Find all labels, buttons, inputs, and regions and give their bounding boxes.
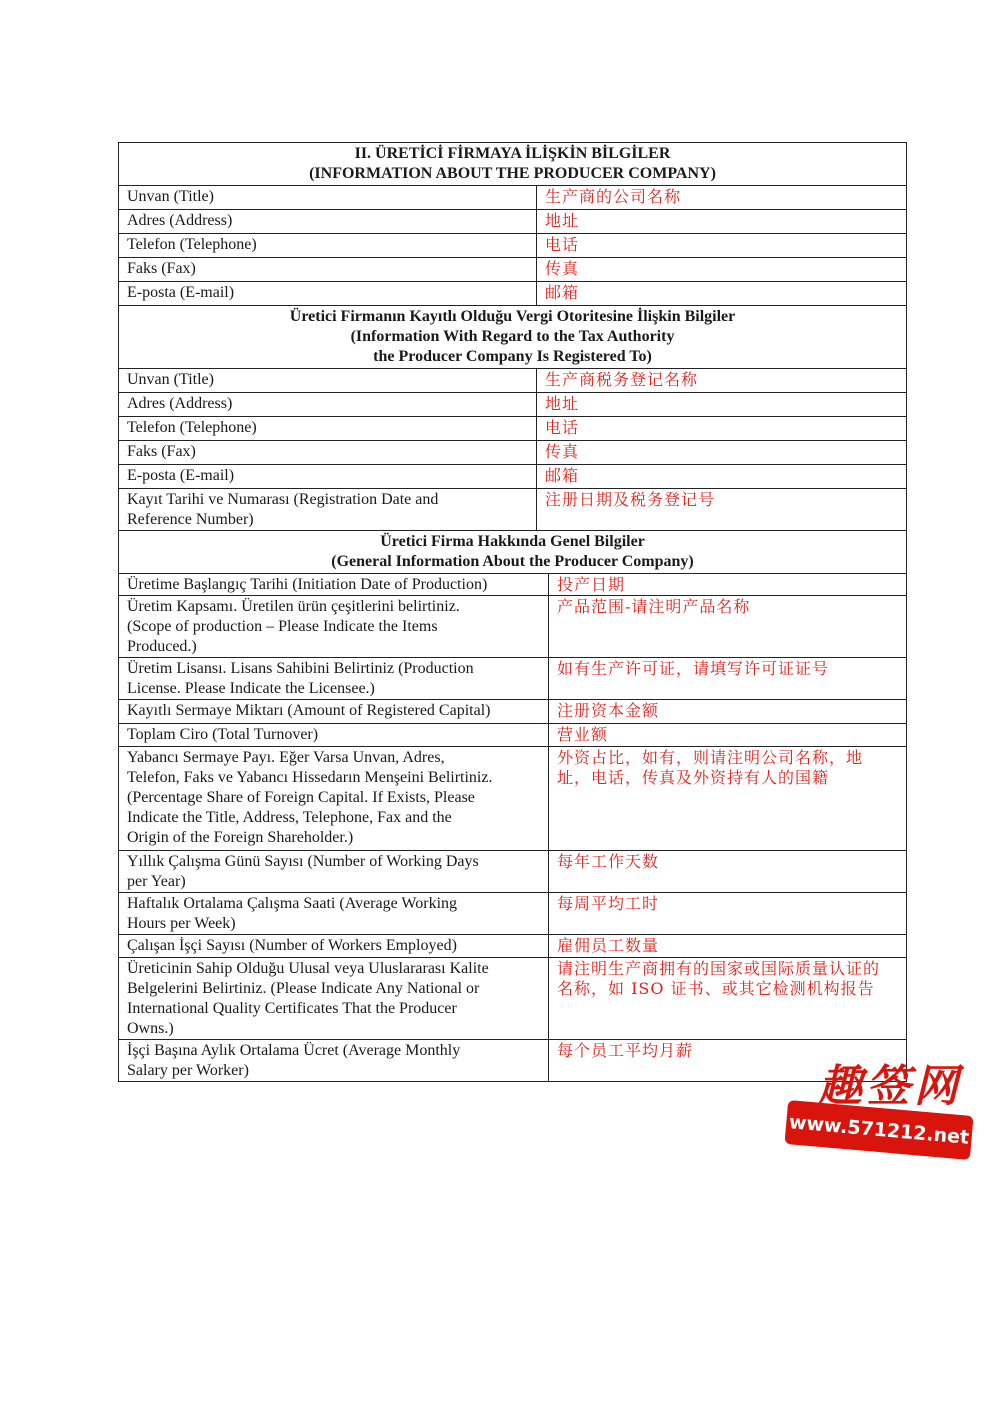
table-row — [119, 258, 907, 282]
field-label-fax: Faks (Fax) — [119, 258, 537, 282]
field-label — [119, 1040, 549, 1082]
field-value — [549, 935, 907, 958]
field-label — [119, 700, 549, 724]
field-label-email: E-posta (E-mail) — [119, 282, 537, 306]
label-line: Yıllık Çalışma Günü Sayısı (Number of Working Days — [127, 853, 479, 870]
watermark-url: www.571212.net — [788, 1111, 970, 1149]
field-label — [119, 574, 549, 596]
field-value-email: 邮箱 — [537, 282, 907, 306]
field-label-title: Unvan (Title) — [119, 186, 537, 210]
field-value-registration: 注册日期及税务登记号 — [537, 489, 907, 531]
field-label — [119, 958, 549, 1040]
label-line: Üretim Kapsamı. Üretilen ürün çeşitlerini belirtiniz. — [127, 598, 460, 615]
value-line: 雇佣员工数量 — [557, 936, 660, 955]
field-value — [549, 596, 907, 658]
label-line: (Percentage Share of Foreign Capital. If Exists, Please — [127, 789, 475, 806]
value-line: 址，电话，传真及外资持有人的国籍 — [557, 768, 830, 787]
field-value — [549, 851, 907, 893]
table-row — [119, 393, 907, 417]
label-line: Telefon, Faks ve Yabancı Hissedarın Menşeini Belirtiniz. — [127, 769, 493, 786]
value-line: 营业额 — [557, 725, 609, 744]
label-line: (Scope of production – Please Indicate the Items — [127, 618, 438, 635]
watermark — [780, 1050, 980, 1170]
label-line: Kayıt Tarihi ve Numarası (Registration Date and — [127, 491, 439, 508]
field-value-address: 地址 — [537, 210, 907, 234]
label-line: Haftalık Ortalama Çalışma Saati (Average Working — [127, 895, 458, 912]
table-row — [119, 369, 907, 393]
value-line: 每周平均工时 — [557, 894, 660, 913]
field-value-telephone: 电话 — [537, 417, 907, 441]
table-row — [119, 282, 907, 306]
watermark-logo-text: 趣签网 — [818, 1061, 962, 1112]
table-row — [119, 234, 907, 258]
table-row — [119, 935, 907, 958]
field-value-fax: 传真 — [537, 258, 907, 282]
section-subtitle: (Information With Regard to the Tax Authority — [350, 328, 675, 345]
section-header-producer — [119, 143, 907, 186]
label-line: Üretime Başlangıç Tarihi (Initiation Date of Production) — [127, 576, 488, 593]
field-value — [549, 658, 907, 700]
table-row — [119, 186, 907, 210]
label-line: İşçi Başına Aylık Ortalama Ücret (Average Monthly — [127, 1042, 461, 1059]
section-title: Üretici Firmanın Kayıtlı Olduğu Vergi Otoritesine İlişkin Bilgiler — [289, 308, 736, 325]
section-header-general-info — [119, 531, 907, 574]
label-line: per Year) — [127, 873, 186, 890]
field-value-telephone: 电话 — [537, 234, 907, 258]
label-line: Indicate the Title, Address, Telephone, Fax and the — [127, 809, 452, 826]
field-label-telephone: Telefon (Telephone) — [119, 417, 537, 441]
label-line: International Quality Certificates That the Producer — [127, 1000, 457, 1017]
field-value-fax: 传真 — [537, 441, 907, 465]
value-line: 每个员工平均月薪 — [557, 1041, 694, 1060]
label-line: Hours per Week) — [127, 915, 236, 932]
label-line: Produced.) — [127, 638, 197, 655]
general-info-rows — [119, 574, 907, 1082]
label-line: Üreticinin Sahip Olduğu Ulusal veya Uluslararası Kalite — [127, 960, 489, 977]
field-value — [549, 700, 907, 724]
field-label — [119, 935, 549, 958]
field-value-title: 生产商税务登记名称 — [537, 369, 907, 393]
table-row — [119, 210, 907, 234]
value-line: 外资占比，如有，则请注明公司名称，地 — [557, 748, 864, 767]
table-row — [119, 851, 907, 893]
field-label-registration — [119, 489, 537, 531]
label-line: Owns.) — [127, 1020, 174, 1037]
field-label — [119, 724, 549, 747]
field-value-title: 生产商的公司名称 — [537, 186, 907, 210]
value-line: 投产日期 — [557, 575, 626, 594]
table-row — [119, 596, 907, 658]
section-title: Üretici Firma Hakkında Genel Bilgiler — [380, 533, 645, 550]
label-line: Üretim Lisansı. Lisans Sahibini Belirtiniz (Production — [127, 660, 474, 677]
field-value — [549, 574, 907, 596]
field-label — [119, 851, 549, 893]
section-title: II. ÜRETİCİ FİRMAYA İLİŞKİN BİLGİLER — [354, 145, 671, 162]
field-label-title: Unvan (Title) — [119, 369, 537, 393]
table-row — [119, 658, 907, 700]
table-row — [119, 441, 907, 465]
table-row — [119, 958, 907, 1040]
section-subtitle: (General Information About the Producer Company) — [331, 553, 694, 570]
label-line: License. Please Indicate the Licensee.) — [127, 680, 375, 697]
section-subtitle: (INFORMATION ABOUT THE PRODUCER COMPANY) — [309, 165, 716, 182]
label-line: Belgelerini Belirtiniz. (Please Indicate Any National or — [127, 980, 480, 997]
producer-info-form — [118, 142, 907, 1082]
field-value — [549, 958, 907, 1040]
field-value-address: 地址 — [537, 393, 907, 417]
table-row — [119, 747, 907, 851]
field-label — [119, 747, 549, 851]
label-line: Yabancı Sermaye Payı. Eğer Varsa Unvan, Adres, — [127, 749, 445, 766]
field-value-email: 邮箱 — [537, 465, 907, 489]
field-label — [119, 596, 549, 658]
field-value — [549, 724, 907, 747]
section-subtitle: the Producer Company Is Registered To) — [373, 348, 652, 365]
label-line: Toplam Ciro (Total Turnover) — [127, 726, 319, 743]
value-line: 产品范围-请注明产品名称 — [557, 597, 751, 616]
table-row — [119, 700, 907, 724]
value-line: 如有生产许可证，请填写许可证证号 — [557, 659, 830, 678]
label-line: Kayıtlı Sermaye Miktarı (Amount of Registered Capital) — [127, 702, 491, 719]
value-line: 名称，如 ISO 证书、或其它检测机构报告 — [557, 979, 875, 998]
table-row — [119, 893, 907, 935]
field-label-email: E-posta (E-mail) — [119, 465, 537, 489]
field-label-address: Adres (Address) — [119, 210, 537, 234]
value-line: 注册资本金额 — [557, 701, 660, 720]
field-label-fax: Faks (Fax) — [119, 441, 537, 465]
label-line: Reference Number) — [127, 511, 254, 528]
label-line: Salary per Worker) — [127, 1062, 249, 1079]
table-row — [119, 574, 907, 596]
table-row — [119, 465, 907, 489]
label-line: Origin of the Foreign Shareholder.) — [127, 829, 354, 846]
table-row — [119, 417, 907, 441]
field-value — [549, 747, 907, 851]
field-label-address: Adres (Address) — [119, 393, 537, 417]
label-line: Çalışan İşçi Sayısı (Number of Workers Employed) — [127, 937, 457, 954]
table-row — [119, 489, 907, 531]
field-label — [119, 893, 549, 935]
table-row — [119, 724, 907, 747]
field-label — [119, 658, 549, 700]
section-header-tax-authority — [119, 306, 907, 369]
field-label-telephone: Telefon (Telephone) — [119, 234, 537, 258]
value-line: 请注明生产商拥有的国家或国际质量认证的 — [557, 959, 881, 978]
value-line: 每年工作天数 — [557, 852, 660, 871]
field-value — [549, 893, 907, 935]
